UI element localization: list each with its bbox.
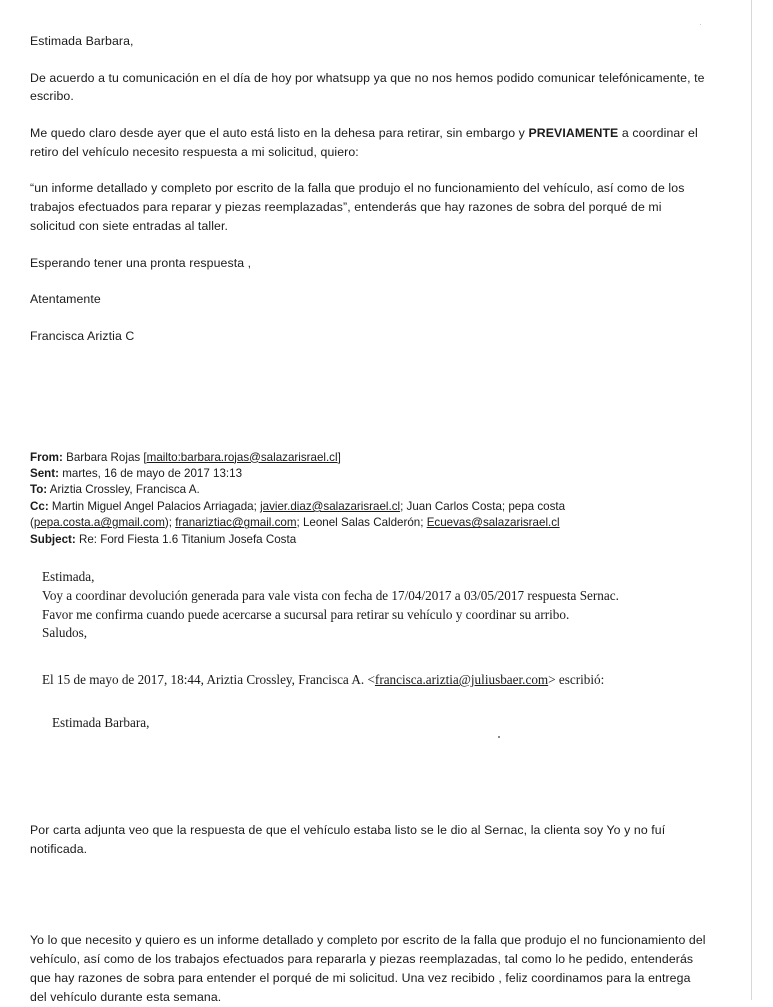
reply-line-1: Voy a coordinar devolución generada para vale vista con fecha de 17/04/2017 a 03/05/2017 respuesta Sernac. — [42, 588, 619, 604]
email-header-block — [30, 450, 706, 549]
header-value-subject: Re: Ford Fiesta 1.6 Titanium Josefa Costa — [78, 532, 297, 546]
header-value-cc-part1: Martin Miguel Angel Palacios Arriagada; — [51, 499, 261, 513]
header-row-subject — [30, 532, 706, 548]
letter-closing: Atentamente — [30, 292, 101, 307]
quote-intro — [30, 671, 706, 690]
reply-gap — [30, 643, 706, 671]
lower-paragraph-2: Yo lo que necesito y quiero es un informe detallado y completo por escrito de la falla que produjo el no funcionamiento del vehículo, así como de los trabajos efectuados para repararla y piezas reemplazadas, tal como lo he pedido, entenderás que hay razones de sobra para entender el porqué de mi solicitud. Una vez recibido , feliz coordinamos para la entrega del vehículo durante esta semana. — [30, 932, 706, 1004]
header-row-cc — [30, 499, 706, 532]
header-value-cc-part5: ; Leonel Salas Calderón; — [296, 516, 427, 530]
letter-emphasis-previamente: PREVIAMENTE — [528, 126, 619, 141]
cc-email-link-franariztiac[interactable]: franariztiac@gmail.com — [175, 516, 297, 530]
cc-email-link-javier[interactable]: javier.diaz@salazarisrael.cl — [260, 499, 401, 513]
lower-paragraph-1: Por carta adjunta veo que la respuesta de que el vehículo estaba listo se le dio al Sernac, la clienta soy Yo y no fuí notificada. — [30, 822, 666, 856]
quote-intro-line — [42, 671, 706, 690]
header-label-to: To: — [30, 483, 48, 497]
scan-speck — [498, 736, 500, 738]
cc-email-link-pepa[interactable]: pepa.costa.a@gmail.com — [33, 516, 165, 530]
letter-signature: Francisca Ariztia C — [30, 328, 135, 343]
document-body — [30, 32, 706, 1007]
vertical-spacer — [30, 364, 706, 450]
quote-greeting: Estimada Barbara, — [52, 714, 150, 730]
letter-paragraph-2 — [30, 124, 706, 161]
quote-intro-after: > escribió: — [548, 672, 605, 688]
letter-paragraph-2-before: Me quedo claro desde ayer que el auto está listo en la dehesa para retirar, sin embargo y — [30, 126, 529, 141]
header-value-from: Barbara Rojas [ — [66, 450, 147, 464]
from-email-link[interactable]: mailto:barbara.rojas@salazarisrael.cl — [146, 450, 338, 464]
cc-email-link-ecuevas[interactable]: Ecuevas@salazarisrael.cl — [426, 516, 560, 530]
letter-paragraph-3: “un informe detallado y completo por escrito de la falla que produjo el no funcionamiento del vehículo, así como de los trabajos efectuados para reparar y piezas reemplazadas”, entenderás que hay razones de sobra del porqué de mi solicitud con siete entradas al taller. — [30, 181, 685, 233]
reply-greeting: Estimada, — [42, 569, 95, 585]
scan-speck-2 — [700, 24, 701, 25]
header-label-from: From: — [30, 450, 63, 464]
lower-spacer-1 — [30, 733, 706, 821]
reply-block — [30, 568, 706, 732]
header-value-cc-part4: ); — [164, 516, 176, 530]
quote-greeting-wrap — [30, 714, 706, 733]
quote-intro-before: El 15 de mayo de 2017, 18:44, Ariztia Crossley, Francisca A. < — [42, 672, 375, 688]
letter-paragraph-4: Esperando tener una pronta respuesta , — [30, 255, 252, 270]
letter-greeting: Estimada Barbara, — [30, 34, 134, 48]
lower-spacer-2 — [30, 859, 706, 931]
page-right-margin — [751, 0, 773, 1000]
quote-author-email-link[interactable]: francisca.ariztia@juliusbaer.com — [374, 672, 549, 688]
header-row-sent — [30, 466, 706, 482]
header-label-sent: Sent: — [30, 467, 59, 481]
reply-body — [30, 568, 706, 643]
header-label-cc: Cc: — [30, 499, 49, 513]
header-label-subject: Subject: — [30, 532, 76, 546]
header-value-sent: martes, 16 de mayo de 2017 13:13 — [62, 467, 243, 481]
reply-line-3: Saludos, — [42, 625, 88, 641]
quote-gap — [30, 690, 706, 714]
header-row-to — [30, 482, 706, 498]
letter-paragraph-1: De acuerdo a tu comunicación en el día de hoy por whatsupp ya que no nos hemos podido comunicar telefónicamente, te escribo. — [30, 70, 705, 104]
header-value-cc-part3: ( — [30, 516, 34, 530]
letter-paragraph-2-after: a coordinar el retiro del vehículo necesito respuesta a mi solicitud, quiero: — [30, 126, 698, 159]
header-value-from-end: ] — [337, 450, 341, 464]
lower-block — [30, 821, 706, 1007]
letter-block — [30, 32, 706, 346]
header-value-to: Ariztia Crossley, Francisca A. — [49, 483, 200, 497]
header-value-cc-part2: ; Juan Carlos Costa; pepa costa — [400, 499, 566, 513]
reply-line-2: Favor me confirma cuando puede acercarse a sucursal para retirar su vehículo y coordinar su arribo. — [42, 606, 570, 622]
header-row-from — [30, 450, 706, 466]
